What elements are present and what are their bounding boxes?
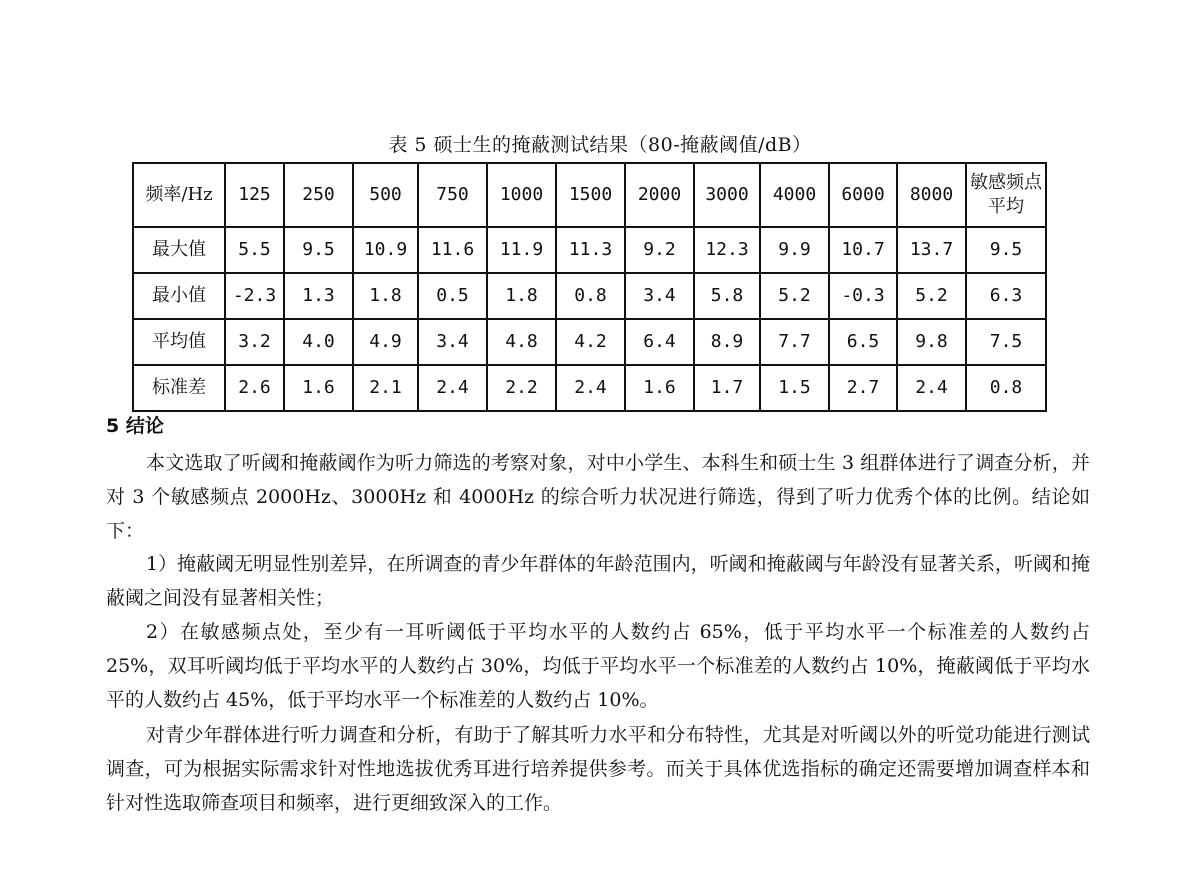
table-cell: 6.4	[625, 319, 694, 365]
table-cell: 11.3	[556, 227, 625, 273]
table-cell: 1.6	[284, 365, 353, 411]
header-cell: 敏感频点平均	[966, 163, 1046, 227]
header-cell: 频率/Hz	[133, 163, 225, 227]
table-cell: 0.8	[556, 273, 625, 319]
header-cell: 8000	[897, 163, 966, 227]
row-label: 最小值	[133, 273, 225, 319]
table-cell: 4.2	[556, 319, 625, 365]
table-cell: 2.6	[225, 365, 284, 411]
paragraph: 对青少年群体进行听力调查和分析，有助于了解其听力水平和分布特性，尤其是对听阈以外的听觉功能进行测试调查，可为根据实际需求针对性地选拔优秀耳进行培养提供参考。而关于具体优选指标的确定还需要增加调查样本和针对性选取筛查项目和频率，进行更细致深入的工作。	[106, 724, 1090, 814]
table-cell: 6.3	[966, 273, 1046, 319]
header-cell: 1000	[487, 163, 556, 227]
header-cell: 2000	[625, 163, 694, 227]
table-cell: 1.3	[284, 273, 353, 319]
header-cell: 3000	[694, 163, 760, 227]
paragraph: 1）掩蔽阈无明显性别差异，在所调查的青少年群体的年龄范围内，听阈和掩蔽阈与年龄没有显著关系，听阈和掩蔽阈之间没有显著相关性；	[106, 553, 1090, 609]
table-cell: 1.7	[694, 365, 760, 411]
header-cell: 1500	[556, 163, 625, 227]
header-cell: 500	[353, 163, 418, 227]
row-label: 平均值	[133, 319, 225, 365]
table-cell: 1.5	[760, 365, 829, 411]
table-cell: 2.2	[487, 365, 556, 411]
table-cell: -0.3	[829, 273, 897, 319]
header-cell: 750	[418, 163, 487, 227]
table-header-row	[133, 163, 1046, 227]
table-cell: 5.5	[225, 227, 284, 273]
paragraph: 2）在敏感频点处，至少有一耳听阈低于平均水平的人数约占 65%，低于平均水平一个标准差的人数约占 25%，双耳听阈均低于平均水平的人数约占 30%，均低于平均水平一个标准差的人数约占 10%，掩蔽阈低于平均水平的人数约占 45%，低于平均水平一个标准差的人数约占 10%。	[106, 621, 1090, 711]
table-cell: 1.6	[625, 365, 694, 411]
table-cell: 8.9	[694, 319, 760, 365]
table-cell: 10.9	[353, 227, 418, 273]
table-cell: 2.4	[897, 365, 966, 411]
table-cell: 9.8	[897, 319, 966, 365]
table-cell: 0.5	[418, 273, 487, 319]
table-row	[133, 273, 1046, 319]
header-cell: 4000	[760, 163, 829, 227]
header-cell: 6000	[829, 163, 897, 227]
table-cell: 9.5	[966, 227, 1046, 273]
table-cell: 2.1	[353, 365, 418, 411]
table-cell: 10.7	[829, 227, 897, 273]
table-cell: 9.2	[625, 227, 694, 273]
table-cell: 5.8	[694, 273, 760, 319]
table-cell: 2.7	[829, 365, 897, 411]
table-cell: 4.0	[284, 319, 353, 365]
table-cell: 0.8	[966, 365, 1046, 411]
header-cell: 250	[284, 163, 353, 227]
paragraph: 本文选取了听阈和掩蔽阈作为听力筛选的考察对象，对中小学生、本科生和硕士生 3 组群体进行了调查分析，并对 3 个敏感频点 2000Hz、3000Hz 和 4000Hz 的综合听力状况进行筛选，得到了听力优秀个体的比例。结论如下：	[106, 452, 1090, 542]
table-caption: 表 5 硕士生的掩蔽测试结果（80-掩蔽阈值/dB）	[388, 134, 812, 156]
table-cell: 11.9	[487, 227, 556, 273]
table-cell: 12.3	[694, 227, 760, 273]
table-row	[133, 227, 1046, 273]
row-label: 标准差	[133, 365, 225, 411]
table-cell: 6.5	[829, 319, 897, 365]
table-cell: 5.2	[760, 273, 829, 319]
section-heading: 5 结论	[106, 415, 164, 437]
results-table	[132, 162, 1047, 412]
table-cell: 2.4	[418, 365, 487, 411]
table-cell: 4.8	[487, 319, 556, 365]
table-cell: 7.5	[966, 319, 1046, 365]
header-cell: 125	[225, 163, 284, 227]
table-cell: 1.8	[353, 273, 418, 319]
table-row	[133, 319, 1046, 365]
table-cell: 7.7	[760, 319, 829, 365]
table-cell: 9.9	[760, 227, 829, 273]
table-cell: 11.6	[418, 227, 487, 273]
table-cell: 2.4	[556, 365, 625, 411]
table-cell: 5.2	[897, 273, 966, 319]
table-cell: 3.2	[225, 319, 284, 365]
table-cell: 13.7	[897, 227, 966, 273]
table-cell: 3.4	[625, 273, 694, 319]
table-cell: 3.4	[418, 319, 487, 365]
table-row	[133, 365, 1046, 411]
table-cell: 1.8	[487, 273, 556, 319]
row-label: 最大值	[133, 227, 225, 273]
table-cell: 9.5	[284, 227, 353, 273]
table-cell: -2.3	[225, 273, 284, 319]
table-cell: 4.9	[353, 319, 418, 365]
